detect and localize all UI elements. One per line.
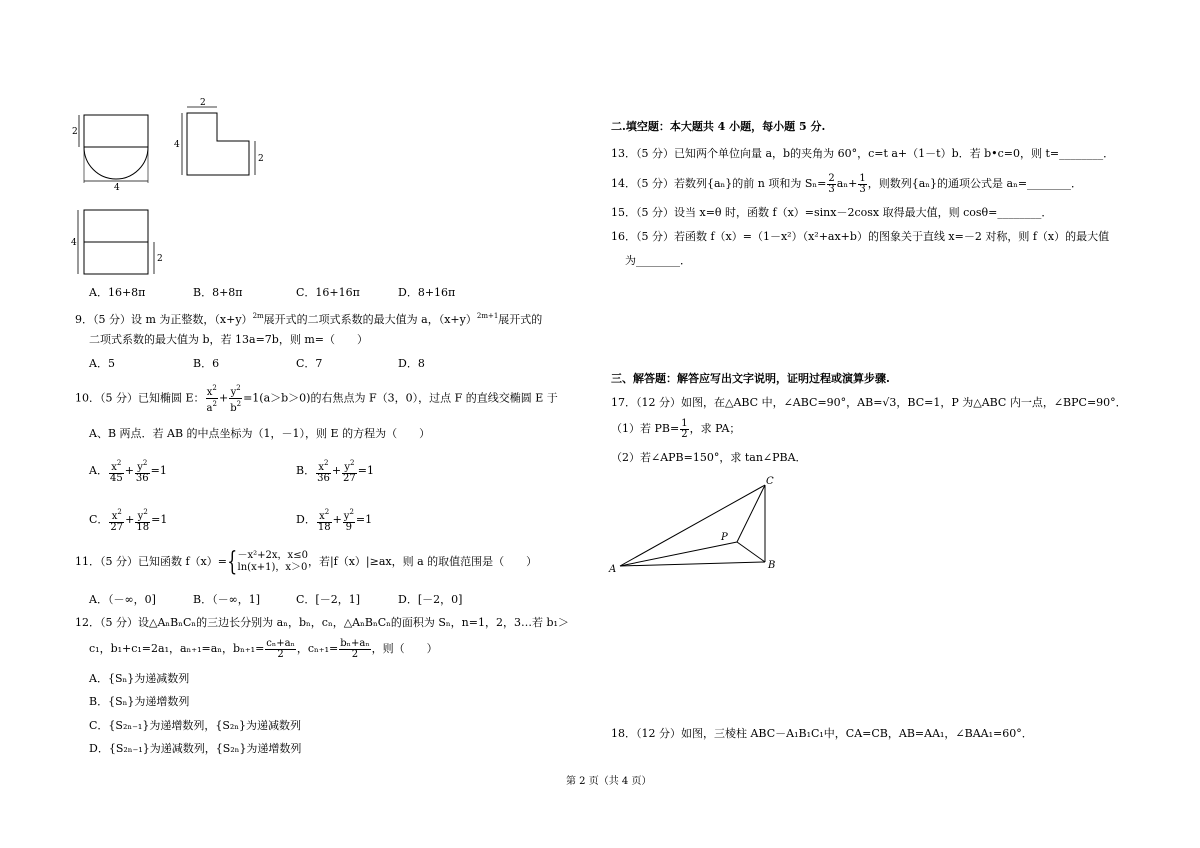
q16-line2: 为________． xyxy=(625,254,691,267)
dim-label-side-w: 2 xyxy=(200,98,206,108)
q11-option-c: C．[－2，1] xyxy=(296,593,360,606)
q9-option-b: B．6 xyxy=(193,357,220,370)
q9-option-d: D．8 xyxy=(398,357,425,370)
q11-option-b: B．（－∞，1] xyxy=(193,593,261,606)
q10-line1: 10．（5 分）已知椭圆 E： $\frac{x^2}{a^2}$ + $\frac{y^2}{b^2}$ =1(a＞b＞0)的右焦点为 F（3，0），过点 F 的直线交椭圆 E 于 xyxy=(75,384,558,414)
q9-option-a: A．5 xyxy=(89,357,115,370)
dim-label-top-h: 2 xyxy=(72,127,78,137)
dim-label-side-h: 4 xyxy=(174,140,180,150)
q10-option-d: D． $\frac{x^2}{18}$ + $\frac{y^2}{9}$ =1 xyxy=(296,508,373,533)
q17-part1: （1）若 PB= $\frac{1}{2}$ ，求 PA； xyxy=(611,417,741,440)
q8-option-a: A．16+8π xyxy=(89,286,146,299)
q14-text: 14．（5 分）若数列{aₙ}的前 n 项和为 Sₙ= $\frac{2}{3}$ aₙ+ $\frac{1}{3}$ ，则数列{aₙ}的通项公式是 aₙ=________． xyxy=(611,172,1083,195)
section2-title: 二.填空题：本大题共 4 小题，每小题 5 分. xyxy=(611,120,826,133)
q9-line1: 9．（5 分）设 m 为正整数，$(x+y)^{2m}$展开式的二项式系数的最大值为 a，$(x+y)^{2m+1}$展开式的 xyxy=(75,312,543,326)
seg-pb xyxy=(737,542,765,562)
vertex-label-a: A xyxy=(609,564,617,575)
vertex-label-c: C xyxy=(766,476,774,487)
q11-option-a: A．（－∞，0] xyxy=(89,593,156,606)
q13-text: 13．（5 分）已知两个单位向量 a，b的夹角为 60°，c=t a+（1－t）b．若 b•c=0，则 t=________． xyxy=(611,147,1115,160)
q17-part2: （2）若∠APB=150°，求 tan∠PBA． xyxy=(611,451,807,464)
section3-title: 三、解答题：解答应写出文字说明，证明过程或演算步骤. xyxy=(611,372,890,385)
page-footer: 第 2 页（共 4 页） xyxy=(566,776,652,787)
q9-option-c: C．7 xyxy=(296,357,323,370)
front-view-rect xyxy=(84,115,148,147)
q9-line2: 二项式系数的最大值为 b，若 13a=7b，则 m=（ ） xyxy=(89,333,368,346)
q12-line2: c₁，b₁+c₁=2a₁，aₙ₊₁=aₙ，bₙ₊₁= $\frac{\text{cₙ+aₙ}}{2}$ ，cₙ₊₁= $\frac{\text{bₙ+aₙ}}{2}$ ，则（ ） xyxy=(89,637,438,660)
q12-option-b: B．{Sₙ}为递增数列 xyxy=(89,695,190,708)
q16-line1: 16．（5 分）若函数 f（x）=（1－x²）（x²+ax+b）的图象关于直线 x=－2 对称，则 f（x）的最大值 xyxy=(611,230,1110,243)
dim-label-plan-right: 2 xyxy=(157,254,163,264)
dim-label-plan-h: 4 xyxy=(71,238,77,248)
q11-line1: 11．（5 分）已知函数 f（x）={ －x²+2x，x≤0 ln(x+1)，x＞0 ，若|f（x）|≥ax，则 a 的取值范围是（ ） xyxy=(75,547,538,577)
q10-line2: A、B 两点．若 AB 的中点坐标为（1，－1），则 E 的方程为（ ） xyxy=(89,427,431,440)
q8-option-b: B．8+8π xyxy=(193,286,243,299)
front-view-arc xyxy=(84,147,148,179)
dim-label-side-right: 2 xyxy=(258,154,264,164)
q8-three-view-figure xyxy=(70,95,270,280)
q10-option-a: A． $\frac{x^2}{45}$ + $\frac{y^2}{36}$ =1 xyxy=(89,459,167,484)
vertex-label-b: B xyxy=(768,560,776,571)
q12-option-a: A．{Sₙ}为递减数列 xyxy=(89,672,190,685)
q17-triangle-figure xyxy=(605,472,795,577)
q18-text: 18．（12 分）如图，三棱柱 ABC－A₁B₁C₁中，CA=CB，AB=AA₁，∠BAA₁=60°． xyxy=(611,727,1033,740)
q8-option-c: C．16+16π xyxy=(296,286,360,299)
q11-option-d: D．[－2，0] xyxy=(398,593,463,606)
q10-option-c: C． $\frac{x^2}{27}$ + $\frac{y^2}{18}$ =1 xyxy=(89,508,168,533)
edge-ab xyxy=(620,562,765,566)
q8-option-d: D．8+16π xyxy=(398,286,456,299)
q12-option-d: D．{S₂ₙ₋₁}为递减数列，{S₂ₙ}为递增数列 xyxy=(89,742,302,755)
edge-ac xyxy=(620,485,765,566)
seg-pc xyxy=(737,485,765,542)
q15-text: 15．（5 分）设当 x=θ 时，函数 f（x）=sinx－2cosx 取得最大值，则 cosθ=________． xyxy=(611,206,1053,219)
q12-option-c: C．{S₂ₙ₋₁}为递增数列，{S₂ₙ}为递减数列 xyxy=(89,719,302,732)
dim-label-top-w: 4 xyxy=(114,183,120,193)
q10-option-b: B． $\frac{x^2}{36}$ + $\frac{y^2}{27}$ =1 xyxy=(296,459,374,484)
seg-pa xyxy=(620,542,737,566)
vertex-label-p: P xyxy=(721,532,728,543)
q17-text: 17．（12 分）如图，在△ABC 中，∠ABC=90°，AB=√3，BC=1，P 为△ABC 内一点，∠BPC=90°． xyxy=(611,396,1127,409)
side-view-shape xyxy=(187,113,249,175)
q12-line1: 12．（5 分）设△AₙBₙCₙ的三边长分别为 aₙ，bₙ，cₙ，△AₙBₙCₙ的面积为 Sₙ，n=1，2，3…若 b₁＞ xyxy=(75,616,569,629)
